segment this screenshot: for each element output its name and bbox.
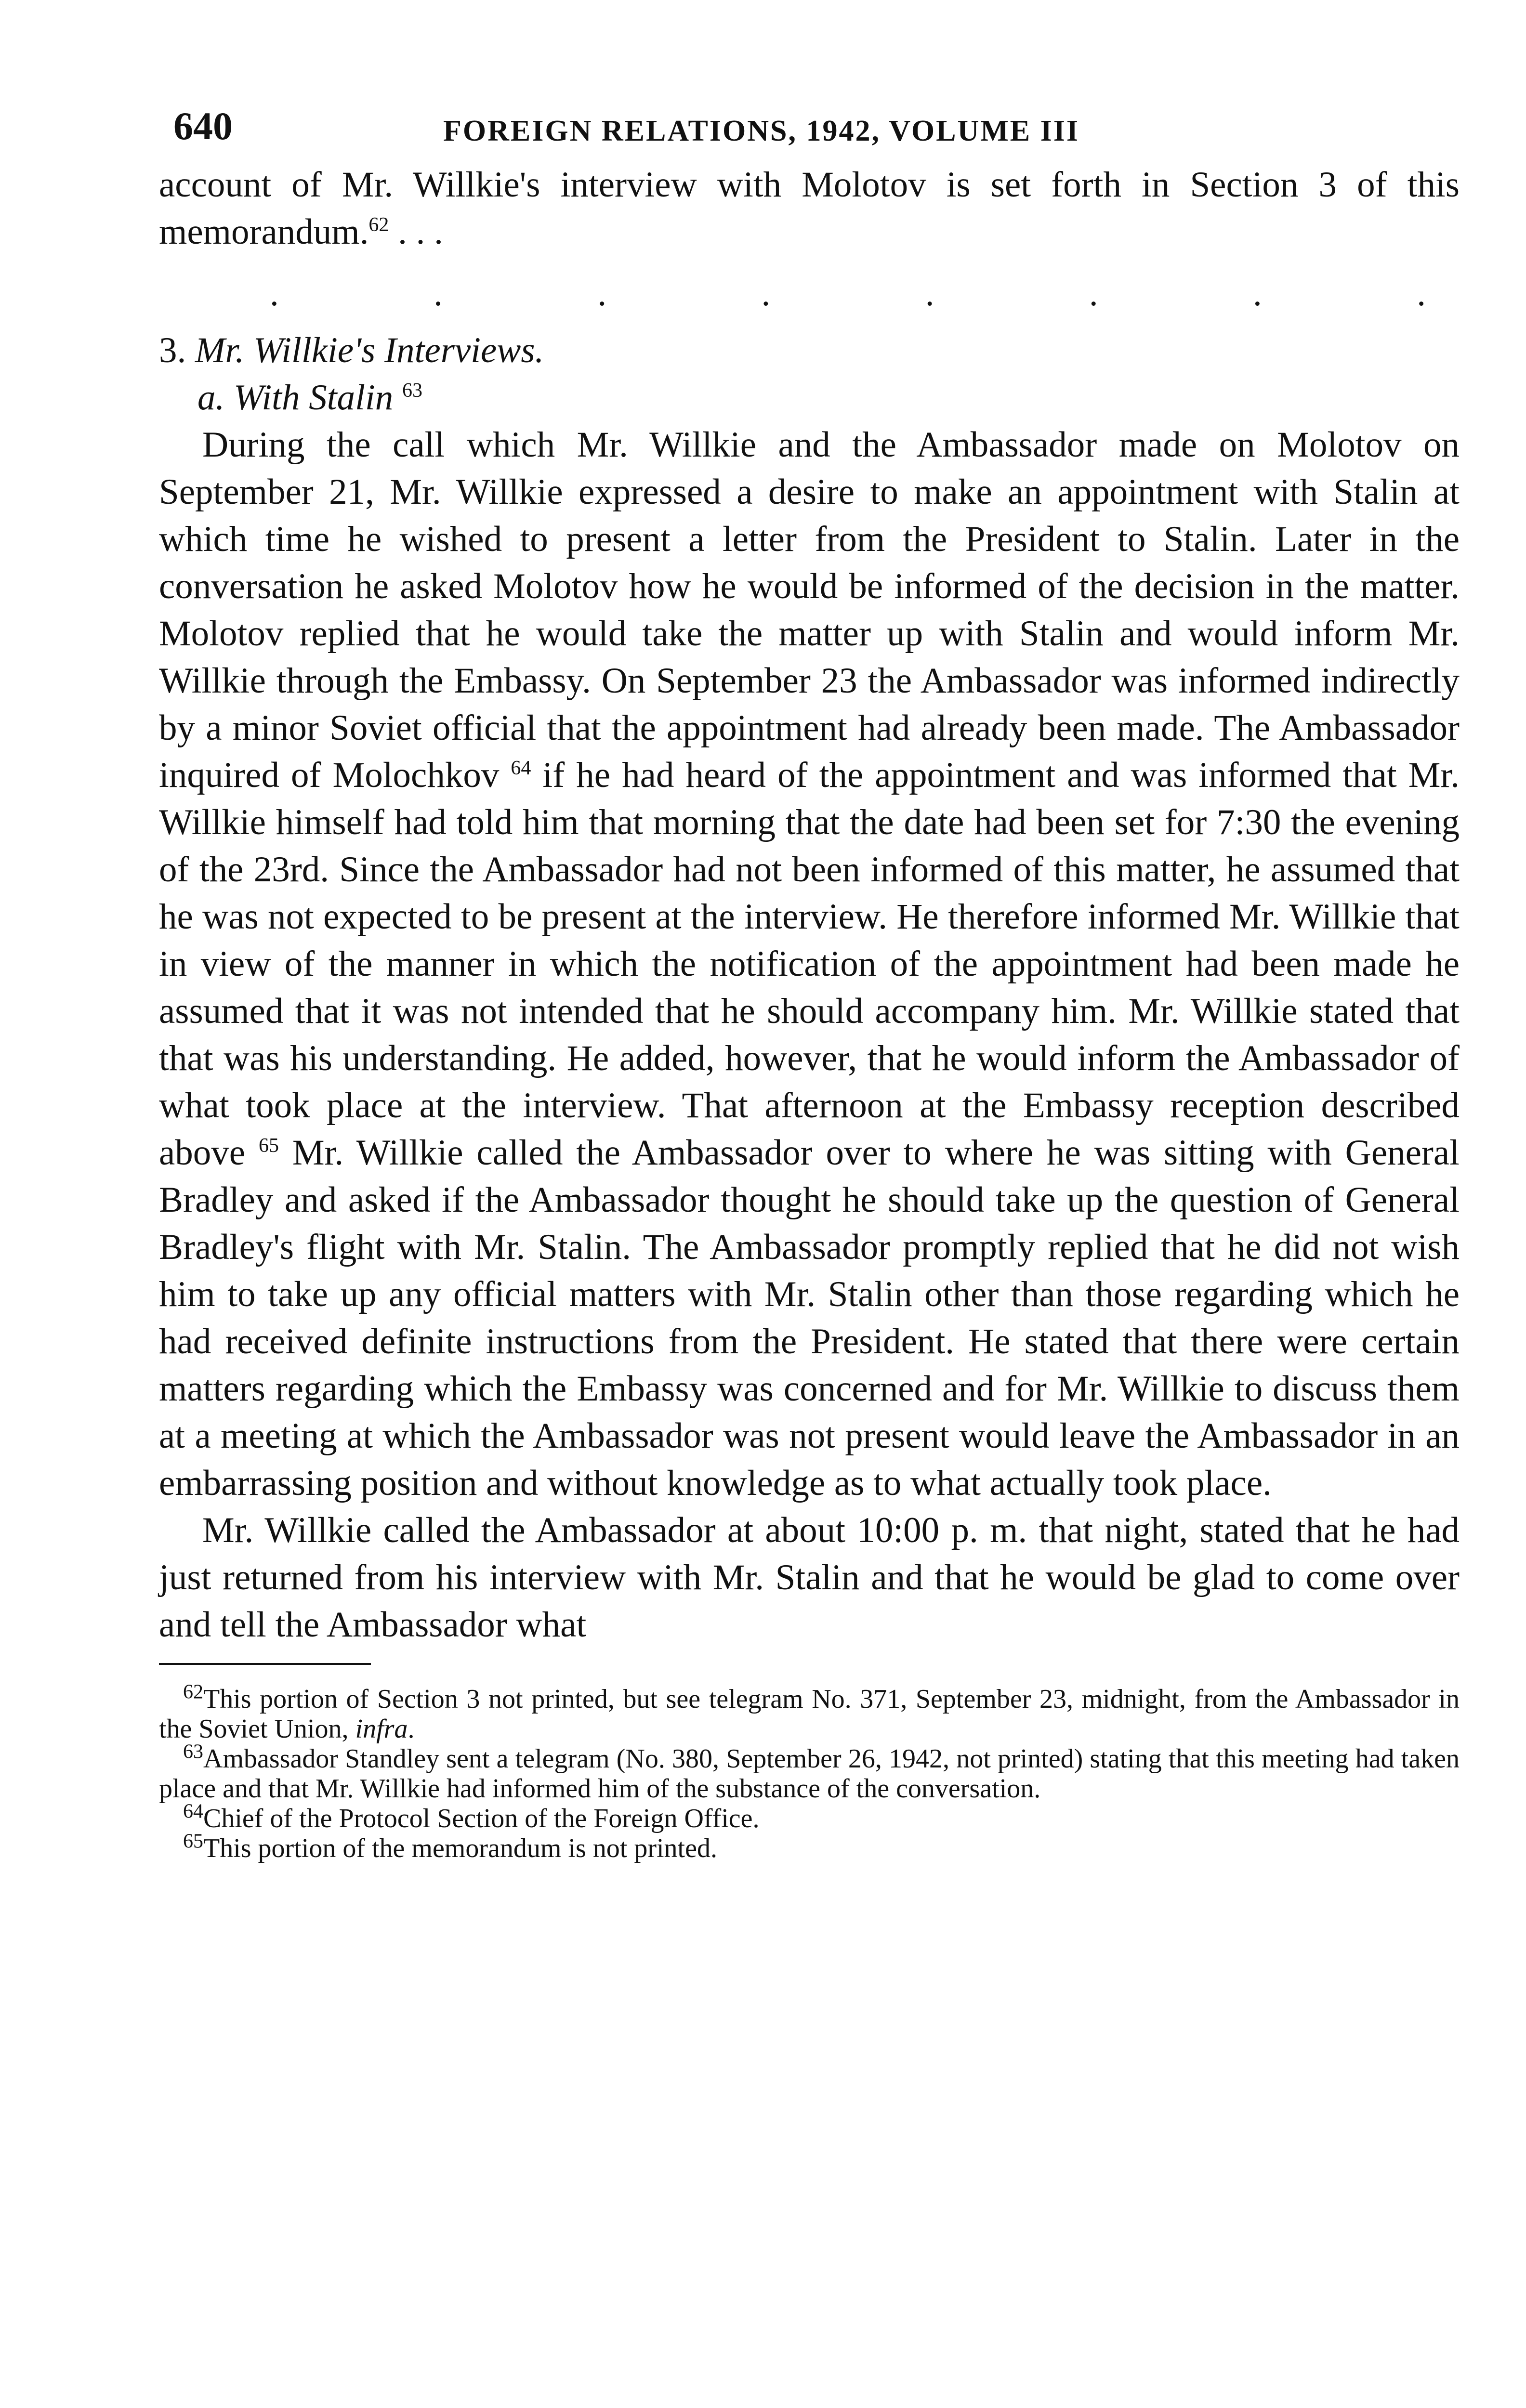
subsection-label: a. <box>197 378 225 418</box>
footnote-mark: 62 <box>183 1681 203 1703</box>
footnote-mark: 63 <box>183 1741 203 1763</box>
section-number: 3. <box>159 330 186 370</box>
subsection-heading <box>159 374 1460 421</box>
page-number: 640 <box>173 104 233 148</box>
running-head: FOREIGN RELATIONS, 1942, VOLUME III <box>443 115 1079 147</box>
footnote-ref-63: 63 <box>402 380 423 402</box>
footnote-mark: 65 <box>183 1830 203 1853</box>
omission-dot: . <box>434 274 443 314</box>
paragraph-text: During the call which Mr. Willkie and the Ambassador made on Molotov on September 21, Mr. Willkie expressed a desire to make an appointment with Stalin at which time he wished to present a letter from the President to Stalin. Later in the conversation he asked Molotov how he would be informed of the decision in the matter. Molotov replied that he would take the matter up with Stalin and would inform Mr. Willkie through the Embassy. On September 23 the Ambassador was informed indirectly by a minor Soviet official that the appointment had already been made. The Ambassador inquired of Molochkov <box>159 425 1460 795</box>
footnotes <box>159 1681 1460 1863</box>
footnote-ref-62: 62 <box>368 214 389 236</box>
document-page <box>159 104 1460 1863</box>
footnote-mark: 64 <box>183 1800 203 1823</box>
footnote-62 <box>159 1681 1460 1744</box>
footnote-text: This portion of Section 3 not printed, but see telegram No. 371, September 23, midnight, from the Ambassador in the Soviet Union, <box>159 1684 1460 1744</box>
footnote-end: . <box>408 1714 415 1744</box>
footnote-64 <box>159 1800 1460 1833</box>
intro-text: account of Mr. Willkie's interview with Molotov is set forth in Section 3 of this memorandum. <box>159 165 1460 252</box>
omission-dot: . <box>597 274 607 314</box>
footnote-65 <box>159 1830 1460 1863</box>
omission-marks <box>159 270 1460 317</box>
subsection-title: With Stalin <box>234 378 394 418</box>
section-heading <box>159 327 1460 374</box>
footnote-text: This portion of the memorandum is not printed. <box>203 1833 717 1863</box>
omission-dot: . <box>925 274 934 314</box>
omission-dot: . <box>270 274 279 314</box>
omission-dot: . <box>1253 274 1262 314</box>
body-text <box>159 161 1460 1649</box>
footnote-text: Chief of the Protocol Section of the Foreign Office. <box>203 1804 760 1833</box>
intro-trail: . . . <box>389 212 443 252</box>
paragraph-text: Mr. Willkie called the Ambassador at about 10:00 p. m. that night, stated that he had just returned from his interview with Mr. Stalin and that he would be glad to come over and tell the Ambassador what <box>159 1510 1460 1645</box>
footnote-italic: infra <box>355 1714 408 1744</box>
section-title: Mr. Willkie's Interviews. <box>195 330 544 370</box>
page-header <box>159 104 1460 161</box>
omission-dot: . <box>1089 274 1098 314</box>
footnote-ref-64: 64 <box>511 757 531 779</box>
footnote-text: Ambassador Standley sent a telegram (No. 380, September 26, 1942, not printed) stating that this meeting had taken place and that Mr. Willkie had informed him of the substance of the conversation. <box>159 1744 1460 1804</box>
intro-paragraph <box>159 161 1460 256</box>
footnote-ref-65: 65 <box>258 1135 279 1157</box>
paragraph-willkie-call <box>159 1507 1460 1649</box>
paragraph-text: if he had heard of the appointment and was informed that Mr. Willkie himself had told him that morning that the date had been set for 7:30 the evening of the 23rd. Since the Ambassador had not been informed of this matter, he assumed that he was not expected to be present at the interview. He therefore informed Mr. Willkie that in view of the manner in which the notification of the appointment had been made he assumed that it was not intended that he should accompany him. Mr. Willkie stated that that was his understanding. He added, however, that he would inform the Ambassador of what took place at the interview. That afternoon at the Embassy reception described above <box>159 755 1460 1173</box>
paragraph-stalin-appointment <box>159 421 1460 1507</box>
omission-dot: . <box>761 274 771 314</box>
omission-dot: . <box>1417 274 1426 314</box>
footnote-63 <box>159 1741 1460 1804</box>
footnote-divider <box>159 1663 371 1665</box>
paragraph-text: Mr. Willkie called the Ambassador over to where he was sitting with General Bradley and asked if the Ambassador thought he should take up the question of General Bradley's flight with Mr. Stalin. The Ambassador promptly replied that he did not wish him to take up any official matters with Mr. Stalin other than those regarding which he had received definite instructions from the President. He stated that there were certain matters regarding which the Embassy was concerned and for Mr. Willkie to discuss them at a meeting at which the Ambassador was not present would leave the Ambassador in an embarrassing position and without knowledge as to what actually took place. <box>159 1133 1460 1503</box>
